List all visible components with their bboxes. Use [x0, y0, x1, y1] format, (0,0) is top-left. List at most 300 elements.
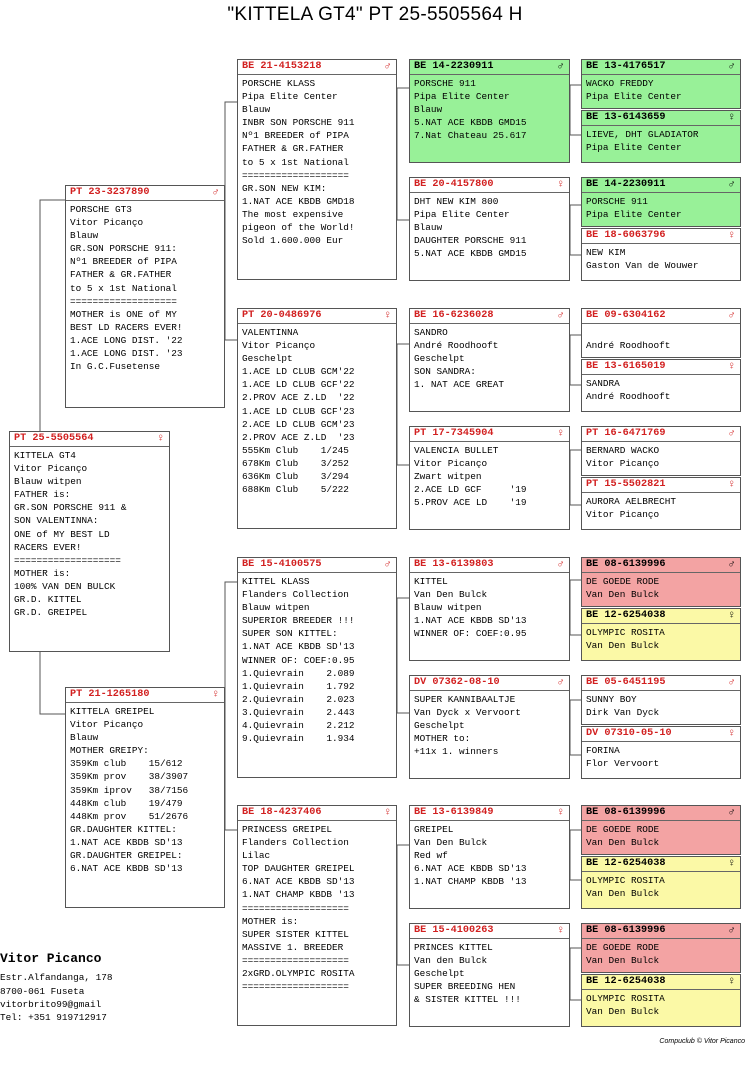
card-line: Van Den Bulck: [414, 837, 488, 849]
card-header: [582, 558, 740, 573]
card-line: 9.Quievrain 1.934: [242, 733, 355, 745]
card-ggen4-6: [409, 675, 570, 779]
card-line: 2.Quievrain 2.023: [242, 693, 355, 705]
ring-number: BE 13-6139849: [414, 807, 494, 818]
male-icon: ♂: [728, 310, 735, 322]
card-header: [582, 60, 740, 75]
ring-number: BE 08-6139996: [586, 559, 666, 570]
card-header: [10, 432, 169, 447]
female-icon: ♀: [728, 858, 735, 870]
card-line: PORSCHE KLASS: [242, 78, 316, 89]
card-header: [582, 178, 740, 193]
card-line: SUPER SON KITTEL:: [242, 628, 338, 640]
ring-number: DV 07362-08-10: [414, 677, 500, 688]
ring-number: BE 12-6254038: [586, 976, 666, 987]
card-dam: [65, 687, 225, 908]
card-line: & SISTER KITTEL !!!: [414, 994, 521, 1006]
card-line: DAUGHTER PORSCHE 911: [414, 235, 527, 247]
female-icon: ♀: [384, 807, 391, 819]
card-line: SUPER KANNIBAALTJE: [414, 694, 516, 705]
card-line: 1.ACE LD CLUB GCF'22: [242, 379, 355, 391]
card-line: pigeon of the World!: [242, 222, 355, 234]
ring-number: PT 17-7345904: [414, 428, 494, 439]
card-line: 2.PROV ACE Z.LD '22: [242, 392, 355, 404]
card-ggen4-7: [409, 805, 570, 909]
ring-number: BE 13-4176517: [586, 61, 666, 72]
footer-credit: Compuclub © Vitor Picanco: [659, 1038, 745, 1045]
card-dam-dam: [237, 805, 397, 1026]
card-gen5-10: [581, 608, 741, 661]
card-line: SANDRO: [414, 327, 448, 338]
card-line: GR.D. GREIPEL: [14, 607, 88, 619]
card-body: [10, 447, 169, 619]
card-sire-dam: [237, 308, 397, 529]
card-body: [582, 244, 740, 272]
card-line: MOTHER is ONE of MY: [70, 308, 177, 320]
card-line: GR.DAUGHTER KITTEL:: [70, 823, 177, 835]
card-line: FORINA: [586, 745, 620, 756]
card-line: MOTHER GREIPY:: [70, 745, 149, 757]
card-line: 1.ACE LD CLUB GCF'23: [242, 405, 355, 417]
card-line: GR.SON PORSCHE 911:: [70, 243, 177, 255]
card-body: [582, 324, 740, 352]
card-body: [238, 821, 396, 993]
card-line: 678Km Club 3/252: [242, 457, 349, 469]
card-line: André Roodhooft: [586, 340, 671, 352]
card-body: [410, 691, 569, 758]
female-icon: ♀: [212, 689, 219, 701]
card-line: Nº1 BREEDER of PIPA: [70, 256, 177, 268]
card-line: NEW KIM: [586, 247, 626, 258]
card-line: Van den Bulck: [414, 955, 488, 967]
card-line: Nº1 BREEDER of PIPA: [242, 130, 349, 142]
card-gen5-2: [581, 110, 741, 163]
card-header: [410, 558, 569, 573]
card-line: 1.NAT CHAMP KBDB '13: [414, 876, 527, 888]
male-icon: ♂: [384, 61, 391, 73]
female-icon: ♀: [728, 230, 735, 242]
card-header: [410, 309, 569, 324]
card-line: 2.ACE LD GCF '19: [414, 484, 527, 496]
card-line: 1.NAT CHAMP KBDB '13: [242, 889, 355, 901]
card-line: SON SANDRA:: [414, 366, 476, 378]
female-icon: ♀: [728, 112, 735, 124]
card-line: to 5 x 1st National: [242, 156, 349, 168]
male-icon: ♂: [728, 61, 735, 73]
card-line: ===================: [242, 169, 349, 181]
card-line: INBR SON PORSCHE 911: [242, 117, 355, 129]
female-icon: ♀: [557, 179, 564, 191]
card-line: 6.NAT ACE KBDB SD'13: [70, 863, 183, 875]
card-body: [238, 75, 396, 247]
card-line: GR.SON PORSCHE 911 &: [14, 502, 127, 514]
card-line: 100% VAN DEN BULCK: [14, 580, 116, 592]
card-body: [582, 75, 740, 103]
card-line: Van Dyck x Vervoort: [414, 707, 521, 719]
ring-number: BE 12-6254038: [586, 858, 666, 869]
card-line: ONE of MY BEST LD: [14, 528, 110, 540]
card-gen5-13: [581, 805, 741, 855]
card-line: FATHER & GR.FATHER: [70, 269, 172, 281]
card-body: [410, 75, 569, 142]
male-icon: ♂: [557, 559, 564, 571]
female-icon: ♀: [728, 610, 735, 622]
card-header: [582, 229, 740, 244]
card-header: [238, 309, 396, 324]
card-header: [410, 924, 569, 939]
card-line: GREIPEL: [414, 824, 454, 835]
card-subject: [9, 431, 170, 652]
card-line: KITTEL KLASS: [242, 576, 310, 587]
card-line: Pipa Elite Center: [586, 142, 682, 154]
card-line: Pipa Elite Center: [586, 91, 682, 103]
card-gen5-8: [581, 477, 741, 530]
card-line: Pipa Elite Center: [586, 209, 682, 221]
card-line: Flor Vervoort: [586, 758, 660, 770]
card-line: Van Den Bulck: [586, 837, 660, 849]
card-body: [238, 573, 396, 745]
card-line: to 5 x 1st National: [70, 282, 177, 294]
card-body: [582, 742, 740, 770]
card-line: 1.Quievrain 2.089: [242, 667, 355, 679]
card-line: PORSCHE GT3: [70, 204, 132, 215]
card-line: Van Den Bulck: [586, 955, 660, 967]
owner-address: Estr.Alfandanga, 178: [0, 972, 113, 984]
card-ggen4-2: [409, 177, 570, 281]
card-ggen4-3: [409, 308, 570, 412]
card-line: 6.NAT ACE KBDB SD'13: [414, 863, 527, 875]
card-body: [582, 573, 740, 601]
owner-block: [0, 952, 113, 1024]
card-gen5-3: [581, 177, 741, 227]
male-icon: ♂: [728, 807, 735, 819]
female-icon: ♀: [728, 479, 735, 491]
card-body: [66, 703, 224, 875]
card-line: ===================: [70, 295, 177, 307]
card-line: LIEVE, DHT GLADIATOR: [586, 129, 699, 140]
card-ggen4-4: [409, 426, 570, 530]
ring-number: BE 20-4157800: [414, 179, 494, 190]
card-line: RACERS EVER!: [14, 541, 82, 553]
female-icon: ♀: [557, 428, 564, 440]
female-icon: ♀: [728, 728, 735, 740]
card-line: 1.NAT ACE KBDB SD'13: [242, 641, 355, 653]
card-gen5-4: [581, 228, 741, 281]
card-line: DE GOEDE RODE: [586, 942, 660, 953]
card-body: [582, 939, 740, 967]
male-icon: ♂: [557, 61, 564, 73]
card-line: PORSCHE 911: [414, 78, 476, 89]
card-line: GR.D. KITTEL: [14, 594, 82, 606]
card-line: Blauw: [242, 104, 271, 116]
card-header: [582, 727, 740, 742]
card-body: [410, 573, 569, 640]
card-header: [410, 806, 569, 821]
owner-postcode: 8700-061 Fuseta: [0, 985, 85, 997]
card-header: [238, 558, 396, 573]
card-line: Blauw: [414, 104, 443, 116]
card-line: VALENCIA BULLET: [414, 445, 499, 456]
card-line: BERNARD WACKO: [586, 445, 660, 456]
card-line: Vitor Picanço: [414, 458, 488, 470]
ring-number: BE 12-6254038: [586, 610, 666, 621]
card-line: 5.NAT ACE KBDB GMD15: [414, 248, 527, 260]
card-line: 5.NAT ACE KBDB GMD15: [414, 117, 527, 129]
owner-phone: Tel: +351 919712917: [0, 1012, 107, 1024]
card-line: KITTELA GREIPEL: [70, 706, 155, 717]
card-line: 1.ACE LONG DIST. '23: [70, 348, 183, 360]
card-body: [582, 493, 740, 521]
card-line: MASSIVE 1. BREEDER: [242, 941, 344, 953]
card-gen5-9: [581, 557, 741, 607]
card-line: Van Den Bulck: [586, 589, 660, 601]
card-body: [582, 375, 740, 403]
card-header: [582, 806, 740, 821]
card-line: 359Km iprov 38/7156: [70, 784, 189, 796]
card-line: WINNER OF: COEF:0.95: [242, 654, 355, 666]
card-header: [582, 975, 740, 990]
card-line: 7.Nat Chateau 25.617: [414, 130, 527, 142]
card-line: Sold 1.600.000 Eur: [242, 235, 344, 247]
card-line: TOP DAUGHTER GREIPEL: [242, 863, 355, 875]
male-icon: ♂: [557, 677, 564, 689]
card-gen5-15: [581, 923, 741, 973]
card-header: [582, 427, 740, 442]
card-line: Geschelpt: [414, 720, 465, 732]
ring-number: BE 14-2230911: [586, 179, 666, 190]
card-line: VALENTINNA: [242, 327, 299, 338]
card-line: Flanders Collection: [242, 589, 349, 601]
card-line: Geschelpt: [414, 353, 465, 365]
card-line: MOTHER to:: [414, 733, 471, 745]
card-body: [410, 821, 569, 888]
card-body: [582, 990, 740, 1018]
card-line: FATHER is:: [14, 489, 71, 501]
ring-number: BE 13-6139803: [414, 559, 494, 570]
card-line: Blauw: [70, 732, 99, 744]
card-line: SON VALENTINNA:: [14, 515, 99, 527]
ring-number: BE 08-6139996: [586, 925, 666, 936]
ring-number: BE 08-6139996: [586, 807, 666, 818]
card-line: 448Km club 19/479: [70, 797, 183, 809]
card-line: 1.NAT ACE KBDB SD'13: [70, 836, 183, 848]
card-line: WINNER OF: COEF:0.95: [414, 628, 527, 640]
card-line: Blauw witpen: [414, 602, 482, 614]
card-line: SUPER SISTER KITTEL: [242, 928, 349, 940]
card-gen5-11: [581, 675, 741, 725]
card-line: Geschelpt: [242, 353, 293, 365]
card-line: [586, 326, 736, 339]
ring-number: BE 09-6304162: [586, 310, 666, 321]
card-gen5-12: [581, 726, 741, 779]
card-header: [238, 60, 396, 75]
owner-name: Vitor Picanco: [0, 951, 102, 966]
card-line: Blauw: [70, 230, 99, 242]
card-header: [582, 924, 740, 939]
card-line: 2.ACE LD CLUB GCM'23: [242, 418, 355, 430]
card-line: Gaston Van de Wouwer: [586, 260, 699, 272]
card-line: 1.Quievrain 1.792: [242, 680, 355, 692]
card-gen5-7: [581, 426, 741, 476]
male-icon: ♂: [728, 428, 735, 440]
card-line: Red wf: [414, 850, 448, 862]
female-icon: ♀: [728, 361, 735, 373]
male-icon: ♂: [384, 559, 391, 571]
card-line: Geschelpt: [414, 968, 465, 980]
card-line: Dirk Van Dyck: [586, 707, 660, 719]
card-body: [582, 442, 740, 470]
card-line: André Roodhooft: [414, 340, 499, 352]
card-body: [582, 872, 740, 900]
card-line: Van Den Bulck: [586, 1006, 660, 1018]
card-body: [582, 193, 740, 221]
card-line: SUPER BREEDING HEN: [414, 981, 516, 993]
card-ggen4-8: [409, 923, 570, 1027]
female-icon: ♀: [557, 925, 564, 937]
ring-number: BE 15-4100575: [242, 559, 322, 570]
card-header: [582, 360, 740, 375]
ring-number: BE 18-6063796: [586, 230, 666, 241]
male-icon: ♂: [728, 559, 735, 571]
ring-number: BE 05-6451195: [586, 677, 666, 688]
card-gen5-14: [581, 856, 741, 909]
card-ggen4-5: [409, 557, 570, 661]
card-line: 1.ACE LD CLUB GCM'22: [242, 366, 355, 378]
card-body: [582, 126, 740, 154]
owner-email: vitorbrito99@gmail: [0, 998, 102, 1010]
card-line: WACKO FREDDY: [586, 78, 654, 89]
card-gen5-1: [581, 59, 741, 109]
card-line: FATHER & GR.FATHER: [242, 143, 344, 155]
card-header: [582, 676, 740, 691]
card-line: Vitor Picanço: [14, 463, 88, 475]
card-line: DE GOEDE RODE: [586, 576, 660, 587]
card-line: Van Den Bulck: [414, 589, 488, 601]
card-line: 555Km Club 1/245: [242, 444, 349, 456]
card-line: GR.SON NEW KIM:: [242, 182, 327, 194]
female-icon: ♀: [557, 807, 564, 819]
card-line: SUNNY BOY: [586, 694, 637, 705]
card-gen5-5: [581, 308, 741, 358]
card-line: Zwart witpen: [414, 471, 482, 483]
card-line: MOTHER is:: [242, 915, 299, 927]
female-icon: ♀: [384, 310, 391, 322]
ring-number: PT 25-5505564: [14, 433, 94, 444]
card-header: [582, 857, 740, 872]
card-line: SUPERIOR BREEDER !!!: [242, 615, 355, 627]
female-icon: ♀: [157, 433, 164, 445]
card-body: [582, 691, 740, 719]
male-icon: ♂: [212, 187, 219, 199]
ring-number: BE 15-4100263: [414, 925, 494, 936]
ring-number: PT 15-5502821: [586, 479, 666, 490]
card-line: 448Km prov 51/2676: [70, 810, 189, 822]
card-line: 2.PROV ACE Z.LD '23: [242, 431, 355, 443]
card-sire-sire: [237, 59, 397, 280]
card-line: André Roodhooft: [586, 391, 671, 403]
card-line: ===================: [242, 954, 349, 966]
card-line: KITTELA GT4: [14, 450, 76, 461]
card-header: [410, 427, 569, 442]
card-header: [582, 111, 740, 126]
card-line: Pipa Elite Center: [414, 209, 510, 221]
card-gen5-6: [581, 359, 741, 412]
card-body: [410, 939, 569, 1006]
ring-number: BE 13-6143659: [586, 112, 666, 123]
card-header: [410, 178, 569, 193]
card-line: BEST LD RACERS EVER!: [70, 321, 183, 333]
card-line: Flanders Collection: [242, 837, 349, 849]
ring-number: PT 21-1265180: [70, 689, 150, 700]
ring-number: BE 18-4237406: [242, 807, 322, 818]
ring-number: BE 16-6236028: [414, 310, 494, 321]
card-sire: [65, 185, 225, 408]
card-body: [410, 193, 569, 260]
card-header: [582, 478, 740, 493]
ring-number: DV 07310-05-10: [586, 728, 672, 739]
card-line: 1.NAT ACE KBDB GMD18: [242, 195, 355, 207]
card-body: [582, 821, 740, 849]
card-line: Blauw witpen: [14, 476, 82, 488]
card-line: Pipa Elite Center: [414, 91, 510, 103]
card-line: DE GOEDE RODE: [586, 824, 660, 835]
card-line: 5.PROV ACE LD '19: [414, 497, 527, 509]
card-line: OLYMPIC ROSITA: [586, 627, 665, 638]
card-line: Van Den Bulck: [586, 640, 660, 652]
card-line: ===================: [14, 554, 121, 566]
card-line: Vitor Picanço: [70, 719, 144, 731]
ring-number: BE 21-4153218: [242, 61, 322, 72]
card-line: Blauw witpen: [242, 602, 310, 614]
card-dam-sire: [237, 557, 397, 778]
card-line: 359Km prov 38/3907: [70, 771, 189, 783]
card-line: Vitor Picanço: [70, 217, 144, 229]
card-header: [66, 186, 224, 201]
card-header: [238, 806, 396, 821]
card-line: ===================: [242, 902, 349, 914]
card-line: 4.Quievrain 2.212: [242, 720, 355, 732]
card-line: PRINCESS GREIPEL: [242, 824, 333, 835]
male-icon: ♂: [728, 179, 735, 191]
card-line: Vitor Picanço: [242, 340, 316, 352]
card-line: 1.ACE LONG DIST. '22: [70, 334, 183, 346]
card-line: SANDRA: [586, 378, 620, 389]
card-header: [582, 309, 740, 324]
male-icon: ♂: [728, 925, 735, 937]
card-line: +11x 1. winners: [414, 746, 499, 758]
card-line: KITTEL: [414, 576, 448, 587]
card-body: [66, 201, 224, 373]
female-icon: ♀: [728, 976, 735, 988]
card-line: Vitor Picanço: [586, 458, 660, 470]
card-line: Blauw: [414, 222, 443, 234]
card-line: 2xGRD.OLYMPIC ROSITA: [242, 968, 355, 980]
ring-number: PT 23-3237890: [70, 187, 150, 198]
card-body: [410, 324, 569, 391]
ring-number: PT 16-6471769: [586, 428, 666, 439]
card-line: AURORA AELBRECHT: [586, 496, 677, 507]
card-line: 636Km Club 3/294: [242, 471, 349, 483]
card-body: [238, 324, 396, 496]
card-line: PRINCES KITTEL: [414, 942, 493, 953]
card-line: In G.C.Fusetense: [70, 361, 161, 373]
card-line: 1.NAT ACE KBDB SD'13: [414, 615, 527, 627]
card-gen5-16: [581, 974, 741, 1027]
pedigree-title: "KITTELA GT4" PT 25-5505564 H: [227, 4, 523, 25]
ring-number: PT 20-0486976: [242, 310, 322, 321]
card-line: Lilac: [242, 850, 271, 862]
card-header: [66, 688, 224, 703]
